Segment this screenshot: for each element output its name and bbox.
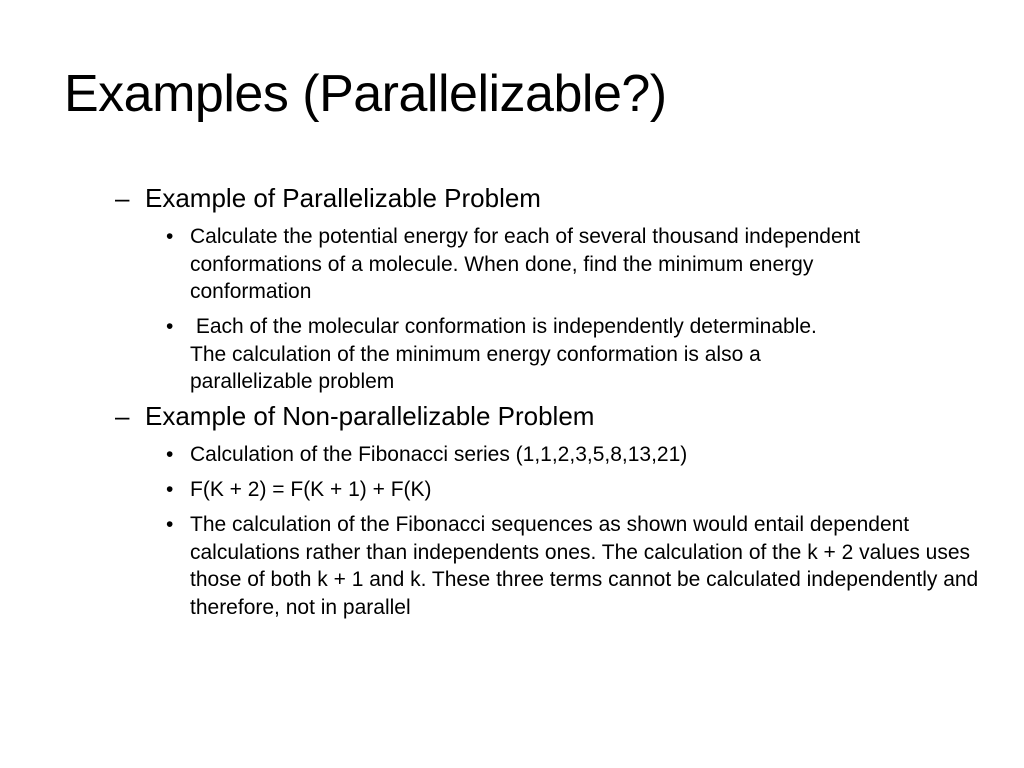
bullet-text: Calculate the potential energy for each of several thousand independent conformations of a molecule. When done, find the minimum energy conformation bbox=[190, 225, 861, 303]
slide-title: Examples (Parallelizable?) bbox=[64, 65, 667, 123]
bullet-marker: • bbox=[166, 513, 174, 536]
section-heading-text: Example of Non-parallelizable Problem bbox=[145, 401, 595, 431]
section-heading bbox=[115, 182, 541, 214]
section-heading-text: Example of Parallelizable Problem bbox=[145, 183, 541, 213]
bullet-item bbox=[166, 223, 976, 306]
bullet-marker: • bbox=[166, 478, 174, 501]
bullet-text: F(K + 2) = F(K + 1) + F(K) bbox=[190, 478, 432, 501]
bullet-item bbox=[166, 441, 976, 469]
section-heading bbox=[115, 400, 594, 432]
bullet-text: Calculation of the Fibonacci series (1,1,2,3,5,8,13,21) bbox=[190, 443, 688, 466]
bullet-item bbox=[166, 313, 976, 396]
dash-marker: – bbox=[115, 401, 130, 431]
dash-marker: – bbox=[115, 183, 130, 213]
bullet-text: Each of the molecular conformation is independently determinable. The calculation of the minimum energy conformation is also a parallelizable problem bbox=[190, 315, 823, 393]
bullet-text: The calculation of the Fibonacci sequences as shown would entail dependent calculations rather than independents ones. The calculation of the k + 2 values uses those of both k + 1 and k. These three terms cannot be calculated independently and therefore, not in parallel bbox=[190, 513, 979, 619]
bullet-marker: • bbox=[166, 315, 174, 338]
bullet-marker: • bbox=[166, 225, 174, 248]
bullet-item bbox=[166, 476, 976, 504]
bullet-marker: • bbox=[166, 443, 174, 466]
bullet-item bbox=[166, 511, 979, 621]
